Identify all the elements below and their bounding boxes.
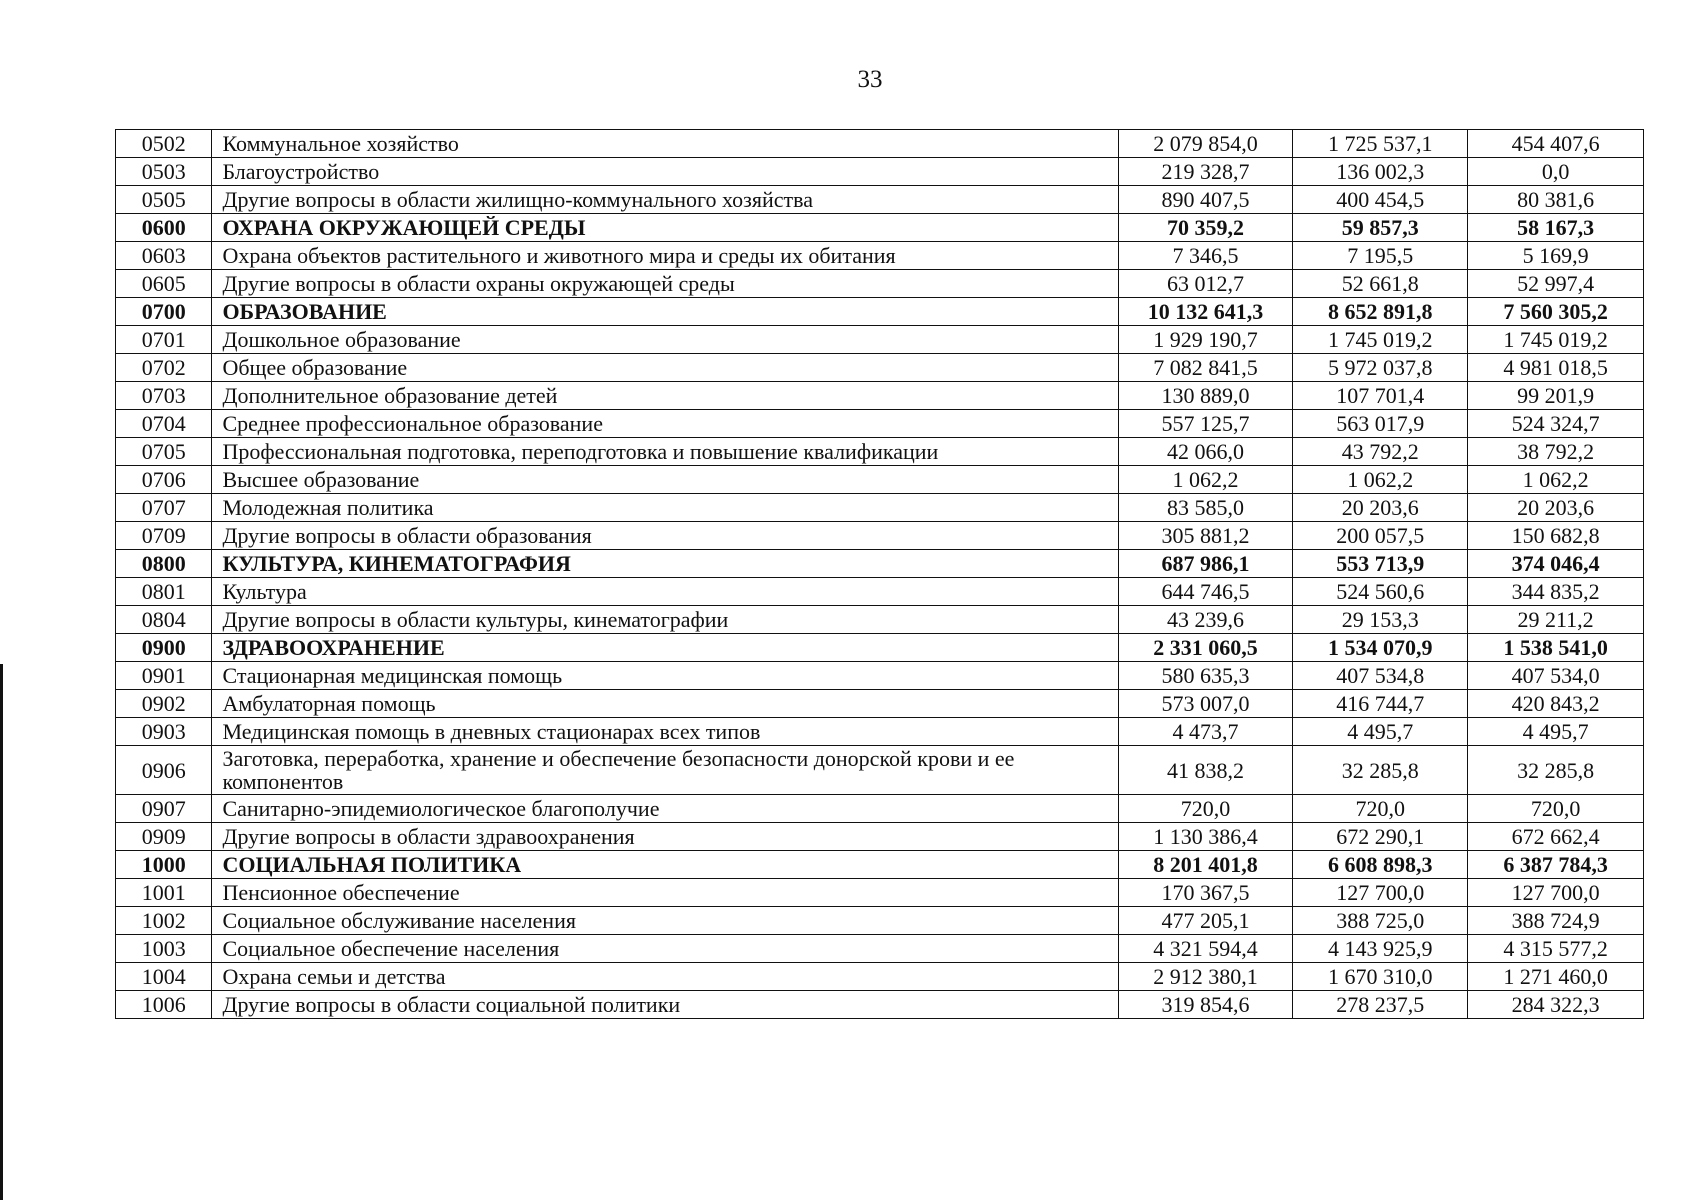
row-value-2: 107 701,4 bbox=[1293, 382, 1468, 410]
row-value-3: 7 560 305,2 bbox=[1468, 298, 1644, 326]
row-value-3: 1 062,2 bbox=[1468, 466, 1644, 494]
table-row bbox=[116, 438, 1644, 466]
row-value-1: 319 854,6 bbox=[1118, 991, 1293, 1019]
row-value-1: 8 201 401,8 bbox=[1118, 851, 1293, 879]
row-value-3: 6 387 784,3 bbox=[1468, 851, 1644, 879]
row-value-2: 400 454,5 bbox=[1293, 186, 1468, 214]
row-value-1: 1 062,2 bbox=[1118, 466, 1293, 494]
row-value-3: 4 981 018,5 bbox=[1468, 354, 1644, 382]
row-value-1: 644 746,5 bbox=[1118, 578, 1293, 606]
row-code: 1000 bbox=[116, 851, 212, 879]
row-value-2: 20 203,6 bbox=[1293, 494, 1468, 522]
row-name: Профессиональная подготовка, переподготовка и повышение квалификации bbox=[212, 438, 1118, 466]
row-value-3: 4 315 577,2 bbox=[1468, 935, 1644, 963]
row-value-1: 7 082 841,5 bbox=[1118, 354, 1293, 382]
row-value-1: 41 838,2 bbox=[1118, 746, 1293, 795]
row-value-2: 524 560,6 bbox=[1293, 578, 1468, 606]
row-value-1: 1 130 386,4 bbox=[1118, 823, 1293, 851]
row-name: Молодежная политика bbox=[212, 494, 1118, 522]
row-value-3: 58 167,3 bbox=[1468, 214, 1644, 242]
row-name: Пенсионное обеспечение bbox=[212, 879, 1118, 907]
row-name: Благоустройство bbox=[212, 158, 1118, 186]
row-value-3: 284 322,3 bbox=[1468, 991, 1644, 1019]
row-name: ОХРАНА ОКРУЖАЮЩЕЙ СРЕДЫ bbox=[212, 214, 1118, 242]
table-row bbox=[116, 662, 1644, 690]
row-code: 0605 bbox=[116, 270, 212, 298]
row-name: СОЦИАЛЬНАЯ ПОЛИТИКА bbox=[212, 851, 1118, 879]
row-code: 0700 bbox=[116, 298, 212, 326]
row-name: Другие вопросы в области образования bbox=[212, 522, 1118, 550]
row-value-3: 0,0 bbox=[1468, 158, 1644, 186]
row-value-3: 344 835,2 bbox=[1468, 578, 1644, 606]
row-name: Другие вопросы в области охраны окружающей среды bbox=[212, 270, 1118, 298]
table-row bbox=[116, 963, 1644, 991]
row-value-1: 477 205,1 bbox=[1118, 907, 1293, 935]
row-value-1: 2 912 380,1 bbox=[1118, 963, 1293, 991]
row-code: 1003 bbox=[116, 935, 212, 963]
row-value-2: 4 143 925,9 bbox=[1293, 935, 1468, 963]
row-value-1: 557 125,7 bbox=[1118, 410, 1293, 438]
row-code: 0505 bbox=[116, 186, 212, 214]
row-code: 0704 bbox=[116, 410, 212, 438]
row-name: Культура bbox=[212, 578, 1118, 606]
row-name: Стационарная медицинская помощь bbox=[212, 662, 1118, 690]
row-value-2: 127 700,0 bbox=[1293, 879, 1468, 907]
row-value-1: 10 132 641,3 bbox=[1118, 298, 1293, 326]
row-value-1: 687 986,1 bbox=[1118, 550, 1293, 578]
row-value-2: 7 195,5 bbox=[1293, 242, 1468, 270]
table-section-row bbox=[116, 851, 1644, 879]
table-row bbox=[116, 690, 1644, 718]
row-value-3: 20 203,6 bbox=[1468, 494, 1644, 522]
row-code: 0902 bbox=[116, 690, 212, 718]
row-value-3: 407 534,0 bbox=[1468, 662, 1644, 690]
row-value-2: 5 972 037,8 bbox=[1293, 354, 1468, 382]
row-value-3: 29 211,2 bbox=[1468, 606, 1644, 634]
row-value-1: 42 066,0 bbox=[1118, 438, 1293, 466]
row-value-3: 1 538 541,0 bbox=[1468, 634, 1644, 662]
row-code: 0709 bbox=[116, 522, 212, 550]
row-name: Дополнительное образование детей bbox=[212, 382, 1118, 410]
table-row bbox=[116, 991, 1644, 1019]
row-value-2: 29 153,3 bbox=[1293, 606, 1468, 634]
row-value-3: 1 271 460,0 bbox=[1468, 963, 1644, 991]
row-name: Среднее профессиональное образование bbox=[212, 410, 1118, 438]
table-section-row bbox=[116, 550, 1644, 578]
row-value-2: 43 792,2 bbox=[1293, 438, 1468, 466]
table-row bbox=[116, 935, 1644, 963]
table-row bbox=[116, 494, 1644, 522]
row-value-2: 1 062,2 bbox=[1293, 466, 1468, 494]
row-value-2: 8 652 891,8 bbox=[1293, 298, 1468, 326]
table-row bbox=[116, 746, 1644, 795]
table-body bbox=[116, 130, 1644, 1019]
row-value-2: 32 285,8 bbox=[1293, 746, 1468, 795]
row-name: Высшее образование bbox=[212, 466, 1118, 494]
row-name: Дошкольное образование bbox=[212, 326, 1118, 354]
row-value-1: 4 473,7 bbox=[1118, 718, 1293, 746]
row-code: 0906 bbox=[116, 746, 212, 795]
row-value-1: 170 367,5 bbox=[1118, 879, 1293, 907]
row-name: Коммунальное хозяйство bbox=[212, 130, 1118, 158]
row-code: 0800 bbox=[116, 550, 212, 578]
row-value-1: 7 346,5 bbox=[1118, 242, 1293, 270]
row-value-3: 150 682,8 bbox=[1468, 522, 1644, 550]
row-name: Другие вопросы в области здравоохранения bbox=[212, 823, 1118, 851]
row-name: Заготовка, переработка, хранение и обеспечение безопасности донорской крови и ее компонентов bbox=[212, 746, 1118, 795]
row-code: 0900 bbox=[116, 634, 212, 662]
table-row bbox=[116, 795, 1644, 823]
row-value-2: 407 534,8 bbox=[1293, 662, 1468, 690]
row-value-3: 388 724,9 bbox=[1468, 907, 1644, 935]
row-name: Амбулаторная помощь bbox=[212, 690, 1118, 718]
table-row bbox=[116, 354, 1644, 382]
table-row bbox=[116, 410, 1644, 438]
row-code: 1002 bbox=[116, 907, 212, 935]
table-row bbox=[116, 466, 1644, 494]
row-value-2: 52 661,8 bbox=[1293, 270, 1468, 298]
row-code: 0706 bbox=[116, 466, 212, 494]
row-code: 0702 bbox=[116, 354, 212, 382]
table-row bbox=[116, 522, 1644, 550]
row-value-3: 524 324,7 bbox=[1468, 410, 1644, 438]
table-row bbox=[116, 130, 1644, 158]
row-value-1: 305 881,2 bbox=[1118, 522, 1293, 550]
row-value-3: 99 201,9 bbox=[1468, 382, 1644, 410]
row-value-1: 4 321 594,4 bbox=[1118, 935, 1293, 963]
row-value-3: 52 997,4 bbox=[1468, 270, 1644, 298]
row-code: 0707 bbox=[116, 494, 212, 522]
table-row bbox=[116, 382, 1644, 410]
row-code: 0804 bbox=[116, 606, 212, 634]
row-value-3: 720,0 bbox=[1468, 795, 1644, 823]
row-value-2: 200 057,5 bbox=[1293, 522, 1468, 550]
row-code: 0502 bbox=[116, 130, 212, 158]
table-row bbox=[116, 718, 1644, 746]
row-value-2: 6 608 898,3 bbox=[1293, 851, 1468, 879]
row-value-2: 136 002,3 bbox=[1293, 158, 1468, 186]
row-value-2: 388 725,0 bbox=[1293, 907, 1468, 935]
row-value-3: 672 662,4 bbox=[1468, 823, 1644, 851]
row-value-3: 38 792,2 bbox=[1468, 438, 1644, 466]
row-value-3: 127 700,0 bbox=[1468, 879, 1644, 907]
row-value-3: 5 169,9 bbox=[1468, 242, 1644, 270]
table-row bbox=[116, 823, 1644, 851]
table-section-row bbox=[116, 298, 1644, 326]
row-value-1: 219 328,7 bbox=[1118, 158, 1293, 186]
row-value-2: 1 670 310,0 bbox=[1293, 963, 1468, 991]
row-value-3: 80 381,6 bbox=[1468, 186, 1644, 214]
row-value-1: 43 239,6 bbox=[1118, 606, 1293, 634]
row-code: 0907 bbox=[116, 795, 212, 823]
row-value-3: 374 046,4 bbox=[1468, 550, 1644, 578]
table-row bbox=[116, 242, 1644, 270]
row-code: 0705 bbox=[116, 438, 212, 466]
row-value-1: 2 331 060,5 bbox=[1118, 634, 1293, 662]
row-name: ЗДРАВООХРАНЕНИЕ bbox=[212, 634, 1118, 662]
row-value-2: 1 745 019,2 bbox=[1293, 326, 1468, 354]
row-code: 0901 bbox=[116, 662, 212, 690]
table-row bbox=[116, 186, 1644, 214]
row-name: КУЛЬТУРА, КИНЕМАТОГРАФИЯ bbox=[212, 550, 1118, 578]
table-row bbox=[116, 578, 1644, 606]
row-name: Медицинская помощь в дневных стационарах всех типов bbox=[212, 718, 1118, 746]
row-value-2: 416 744,7 bbox=[1293, 690, 1468, 718]
row-name: Социальное обеспечение населения bbox=[212, 935, 1118, 963]
table-row bbox=[116, 270, 1644, 298]
row-value-1: 1 929 190,7 bbox=[1118, 326, 1293, 354]
row-code: 0701 bbox=[116, 326, 212, 354]
row-value-1: 720,0 bbox=[1118, 795, 1293, 823]
row-code: 0801 bbox=[116, 578, 212, 606]
row-value-2: 563 017,9 bbox=[1293, 410, 1468, 438]
row-name: Санитарно-эпидемиологическое благополучие bbox=[212, 795, 1118, 823]
row-name: Общее образование bbox=[212, 354, 1118, 382]
row-name: Другие вопросы в области культуры, кинематографии bbox=[212, 606, 1118, 634]
row-code: 1004 bbox=[116, 963, 212, 991]
row-code: 0503 bbox=[116, 158, 212, 186]
row-value-2: 59 857,3 bbox=[1293, 214, 1468, 242]
row-name: Охрана объектов растительного и животного мира и среды их обитания bbox=[212, 242, 1118, 270]
row-value-2: 1 534 070,9 bbox=[1293, 634, 1468, 662]
row-value-3: 454 407,6 bbox=[1468, 130, 1644, 158]
row-value-1: 2 079 854,0 bbox=[1118, 130, 1293, 158]
row-value-1: 63 012,7 bbox=[1118, 270, 1293, 298]
page-number: 33 bbox=[857, 66, 883, 93]
table-section-row bbox=[116, 634, 1644, 662]
row-code: 0703 bbox=[116, 382, 212, 410]
row-code: 0603 bbox=[116, 242, 212, 270]
row-value-3: 1 745 019,2 bbox=[1468, 326, 1644, 354]
row-code: 1001 bbox=[116, 879, 212, 907]
scan-edge-line bbox=[0, 664, 3, 1200]
row-name: ОБРАЗОВАНИЕ bbox=[212, 298, 1118, 326]
row-value-2: 4 495,7 bbox=[1293, 718, 1468, 746]
row-value-2: 278 237,5 bbox=[1293, 991, 1468, 1019]
row-value-2: 1 725 537,1 bbox=[1293, 130, 1468, 158]
table-row bbox=[116, 158, 1644, 186]
row-value-1: 890 407,5 bbox=[1118, 186, 1293, 214]
row-name: Охрана семьи и детства bbox=[212, 963, 1118, 991]
row-code: 0909 bbox=[116, 823, 212, 851]
row-code: 1006 bbox=[116, 991, 212, 1019]
table-row bbox=[116, 907, 1644, 935]
row-value-3: 32 285,8 bbox=[1468, 746, 1644, 795]
row-value-1: 70 359,2 bbox=[1118, 214, 1293, 242]
table-row bbox=[116, 879, 1644, 907]
row-value-1: 130 889,0 bbox=[1118, 382, 1293, 410]
row-value-1: 573 007,0 bbox=[1118, 690, 1293, 718]
row-value-2: 553 713,9 bbox=[1293, 550, 1468, 578]
row-code: 0903 bbox=[116, 718, 212, 746]
table-section-row bbox=[116, 214, 1644, 242]
row-value-2: 720,0 bbox=[1293, 795, 1468, 823]
row-value-3: 4 495,7 bbox=[1468, 718, 1644, 746]
row-name: Социальное обслуживание населения bbox=[212, 907, 1118, 935]
budget-table bbox=[115, 129, 1644, 1019]
row-value-1: 83 585,0 bbox=[1118, 494, 1293, 522]
row-value-3: 420 843,2 bbox=[1468, 690, 1644, 718]
table-row bbox=[116, 606, 1644, 634]
row-value-1: 580 635,3 bbox=[1118, 662, 1293, 690]
row-name: Другие вопросы в области жилищно-коммунального хозяйства bbox=[212, 186, 1118, 214]
table-row bbox=[116, 326, 1644, 354]
row-name: Другие вопросы в области социальной политики bbox=[212, 991, 1118, 1019]
row-code: 0600 bbox=[116, 214, 212, 242]
row-value-2: 672 290,1 bbox=[1293, 823, 1468, 851]
